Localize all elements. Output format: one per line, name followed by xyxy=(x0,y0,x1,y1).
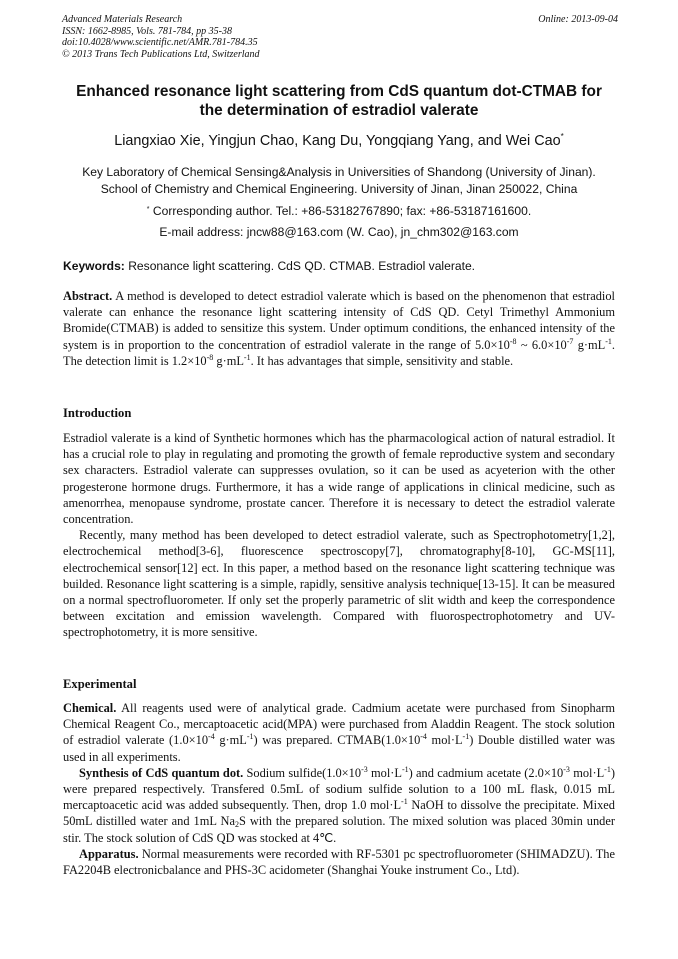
text-run: ) were prepared respectively. Transfered 0.5mL of sodium sulfide solution to a 100 mL flask, 0.015 mL mercaptoacetic acid was added subsequently. Then, drop 1.0 mol·L xyxy=(63,765,615,813)
correspondence-line-1: Corresponding author. Tel.: +86-53182767890; fax: +86-53187161600. xyxy=(152,204,532,218)
journal-name: Advanced Materials Research xyxy=(62,14,183,25)
text-run: mol·L xyxy=(367,765,402,780)
text-run: g·mL xyxy=(214,733,247,748)
section-heading-experimental: Experimental xyxy=(63,677,137,691)
correspondence-mark: * xyxy=(146,206,150,213)
exponent: -1 xyxy=(243,352,251,362)
title-line-1: Enhanced resonance light scattering from CdS quantum dot-CTMAB for xyxy=(76,83,602,100)
exponent: -8 xyxy=(509,336,517,346)
affiliation-line-2: School of Chemistry and Chemical Engineering. University of Jinan, Jinan 250022, China xyxy=(100,182,578,196)
keywords-label: Keywords: xyxy=(63,259,125,273)
exponent: -1 xyxy=(605,336,612,346)
exponent: -1 xyxy=(401,764,409,774)
text-run: All reagents used were of analytical grade. Cadmium acetate were purchased from Sinopharm Chemical Reagent Co., mercaptoacetic acid(MPA) were purchased from Aladdin Reagent. The stock solution of estradiol valerate (1.0×10 xyxy=(63,701,615,748)
correspondence xyxy=(40,201,638,243)
exponent: -1 xyxy=(246,732,254,742)
abstract-text: g·mL xyxy=(573,337,606,352)
affiliation xyxy=(40,164,638,198)
abstract-text: . The detection limit is 1.2×10 xyxy=(63,337,616,368)
introduction-body xyxy=(63,430,615,641)
abstract-text: A method is developed to detect estradiol valerate which is based on the phenomenon that estradiol valerate can enhance the resonance light scattering intensity of CdS QD. Cetyl Trimethyl Ammonium Bromide(CTMAB) is added to sensitize this system. Under optimum conditions, the enhanced intensity of the system is in proportion to the concentration of estradiol valerate in the range of 5.0×10 xyxy=(63,289,616,352)
paragraph: Recently, many method has been developed to detect estradiol valerate, such as Spectrophotometry[1,2], electrochemical method[3-6], fluorescence spectroscopy[7], chromatography[8-10], GC-MS[11], electrochemical sensor[12] ect. In this paper, a method based on the resonance light scattering technique was builded. Resonance light scattering is a simple, rapidly, sensitive analysis technique[13-15]. It can be measured on a normal spectrofluorometer. If only set the properly parametric of slit width and keep the correspondence between excitation and emission wavelength. Compared with fluorospectrophotometry and UV-spectrophotometry, it is more sensitive. xyxy=(63,528,615,640)
text-run: mol·L xyxy=(426,733,463,748)
doi-line: doi:10.4028/www.scientific.net/AMR.781-784.35 xyxy=(62,37,258,48)
abstract-text: . It has advantages that simple, sensitivity and stable. xyxy=(250,353,514,368)
exponent: -4 xyxy=(420,732,427,742)
paragraph: Estradiol valerate is a kind of Synthetic hormones which has the pharmacological action of natural estradiol. It has a crucial role to play in regulating and promoting the growth of female reproductive system and secondary sex characters. Estradiol valerate can suppresses ovulation, so it can be used as acyeterion with the other progesterone hormone drugs. Furthermore, it has a wide range of applications in clinical medicine, such as amenorrhea, menopause syndrome, prostate cancer. Therefore it is necessary to detect the estradiol valerate concentration. xyxy=(63,431,615,527)
text-run: ) Double distilled water was used in all experiments. xyxy=(63,733,615,764)
exponent: -3 xyxy=(361,764,368,774)
affiliation-line-1: Key Laboratory of Chemical Sensing&Analysis in Universities of Shandong (University of Jinan). xyxy=(82,165,596,179)
keywords xyxy=(63,259,475,273)
online-date: Online: 2013-09-04 xyxy=(538,14,618,25)
issn-line: ISSN: 1662-8985, Vols. 781-784, pp 35-38 xyxy=(62,25,232,37)
title-line-2: the determination of estradiol valerate xyxy=(199,102,479,119)
text-run: ) was prepared. CTMAB(1.0×10 xyxy=(253,733,421,748)
authors-text: Liangxiao Xie, Yingjun Chao, Kang Du, Yongqiang Yang, and Wei Cao xyxy=(114,133,561,149)
exponent: -1 xyxy=(604,764,611,774)
abstract xyxy=(63,288,615,369)
paragraph-apparatus xyxy=(63,846,615,878)
paragraph-synthesis xyxy=(63,765,615,846)
abstract-text: ~ 6.0×10 xyxy=(516,337,567,352)
text-run: Sodium sulfide(1.0×10 xyxy=(246,765,362,780)
text-run: S with the prepared solution. The mixed solution was placed 30min under stir. The stock solution of CdS QD was stocked at 4℃. xyxy=(63,814,615,845)
section-heading-introduction: Introduction xyxy=(63,406,132,420)
text-run: NaOH to dissolve the precipitate. Mixed 50mL distilled water and 1mL Na xyxy=(63,798,615,829)
exponent: -3 xyxy=(563,764,570,774)
run-in-heading: Apparatus. xyxy=(79,846,139,861)
exponent: -1 xyxy=(462,732,470,742)
text-run: ) and cadmium acetate (2.0×10 xyxy=(408,765,564,780)
paragraph-chemical xyxy=(63,700,615,765)
correspondence-line-2: E-mail address: jncw88@163.com (W. Cao), jn_chm302@163.com xyxy=(159,225,519,239)
abstract-text: g·mL xyxy=(213,353,244,368)
text-run: mol·L xyxy=(569,765,605,780)
abstract-label: Abstract. xyxy=(63,289,113,303)
subscript: 2 xyxy=(234,820,239,830)
corresponding-mark: * xyxy=(560,132,564,141)
exponent: -8 xyxy=(206,352,214,362)
author-list xyxy=(40,133,638,149)
experimental-body xyxy=(63,700,615,878)
paper-title xyxy=(50,82,628,120)
exponent: -4 xyxy=(208,732,215,742)
exponent: -1 xyxy=(401,797,408,807)
journal-header xyxy=(62,14,618,60)
keywords-text: Resonance light scattering. CdS QD. CTMAB. Estradiol valerate. xyxy=(128,259,476,273)
copyright-line: © 2013 Trans Tech Publications Ltd, Switzerland xyxy=(62,48,260,60)
text-run: Normal measurements were recorded with RF-5301 pc spectrofluorometer (SHIMADZU). The FA2204B electronicbalance and PHS-3C acidometer (Shanghai Youke instrument Co., Ltd). xyxy=(63,846,615,878)
exponent: -7 xyxy=(566,336,574,346)
run-in-heading: Synthesis of CdS quantum dot. xyxy=(79,765,244,780)
run-in-heading: Chemical. xyxy=(63,701,117,715)
